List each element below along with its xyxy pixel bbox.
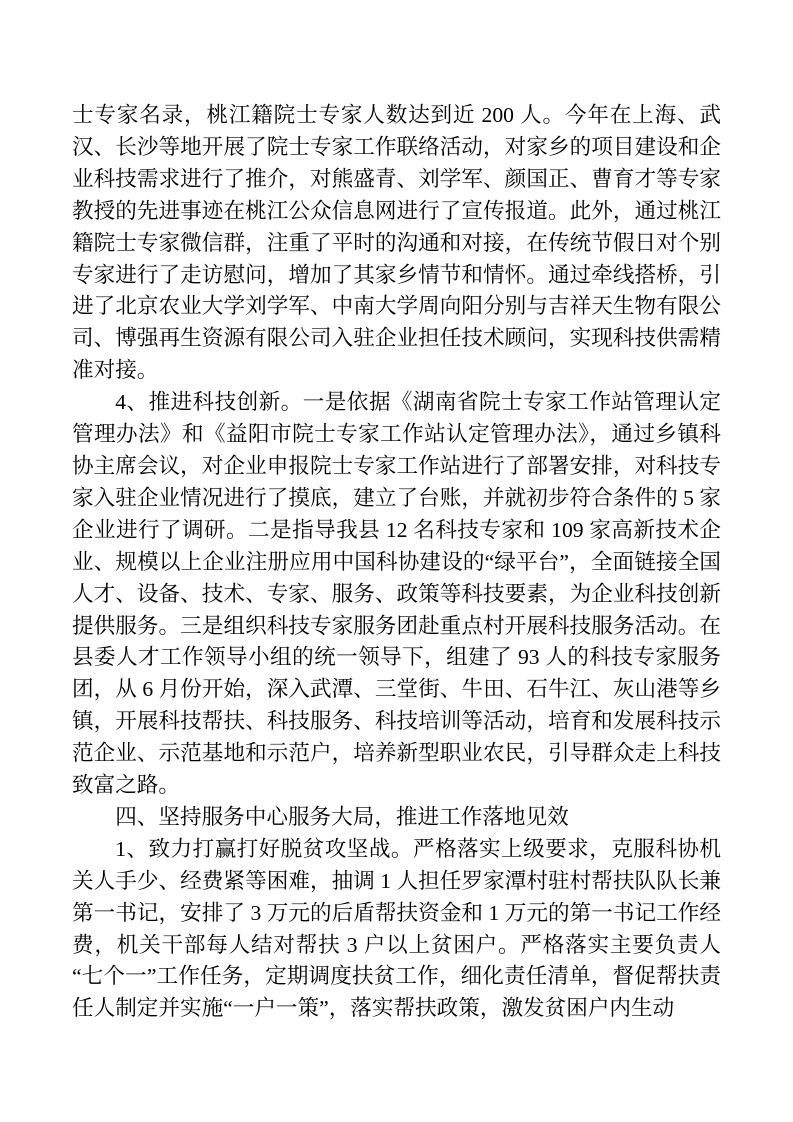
paragraph-poverty-alleviation: 1、致力打赢打好脱贫攻坚战。严格落实上级要求，克服科协机关人手少、经费紧等困难，抽调 1 人担任罗家潭村驻村帮扶队队长兼第一书记，安排了 3 万元的后盾帮扶资金和 1 万元的第一书记工作经费，机关干部每人结对帮扶 3 户以上贫困户。严格落实主要负责人“七个一”工作任务，定期调度扶贫工作，细化责任清单，督促帮扶责任人制定并实施“一户一策”，落实帮扶政策，激发贫困户内生动 <box>72 836 721 1021</box>
paragraph-science-innovation: 4、推进科技创新。一是依据《湖南省院士专家工作站管理认定管理办法》和《益阳市院士专家工作站认定管理办法》，通过乡镇科协主席会议，对企业申报院士专家工作站进行了部署安排，对科技专家入驻企业情况进行了摸底，建立了台账，并就初步符合条件的 5 家企业进行了调研。二是指导我县 12 名科技专家和 109 家高新技术企业、规模以上企业注册应用中国科协建设的“绿平台”，全面链接全国人才、设备、技术、专家、服务、政策等科技要素，为企业科技创新提供服务。三是组织科技专家服务团赴重点村开展科技服务活动。在县委人才工作领导小组的统一领导下，组建了 93 人的科技专家服务团，从 6 月份开始，深入武潭、三堂街、牛田、石牛江、灰山港等乡镇，开展科技帮扶、科技服务、科技培训等活动，培育和发展科技示范企业、示范基地和示范户，培养新型职业农民，引导群众走上科技致富之路。 <box>72 390 721 798</box>
paragraph-continuation: 士专家名录，桃江籍院士专家人数达到近 200 人。今年在上海、武汉、长沙等地开展了院士专家工作联络活动，对家乡的项目建设和企业科技需求进行了推介，对熊盛青、刘学军、颜国正、曹育才等专家教授的先进事迹在桃江公众信息网进行了宣传报道。此外，通过桃江籍院士专家微信群，注重了平时的沟通和对接，在传统节假日对个别专家进行了走访慰问，增加了其家乡情节和情怀。通过牵线搭桥，引进了北京农业大学刘学军、中南大学周向阳分别与吉祥天生物有限公司、博强再生资源有限公司入驻企业担任技术顾问，实现科技供需精准对接。 <box>72 103 721 383</box>
section-heading: 四、坚持服务中心服务大局，推进工作落地见效 <box>115 804 569 829</box>
document-text-block <box>72 100 721 1025</box>
